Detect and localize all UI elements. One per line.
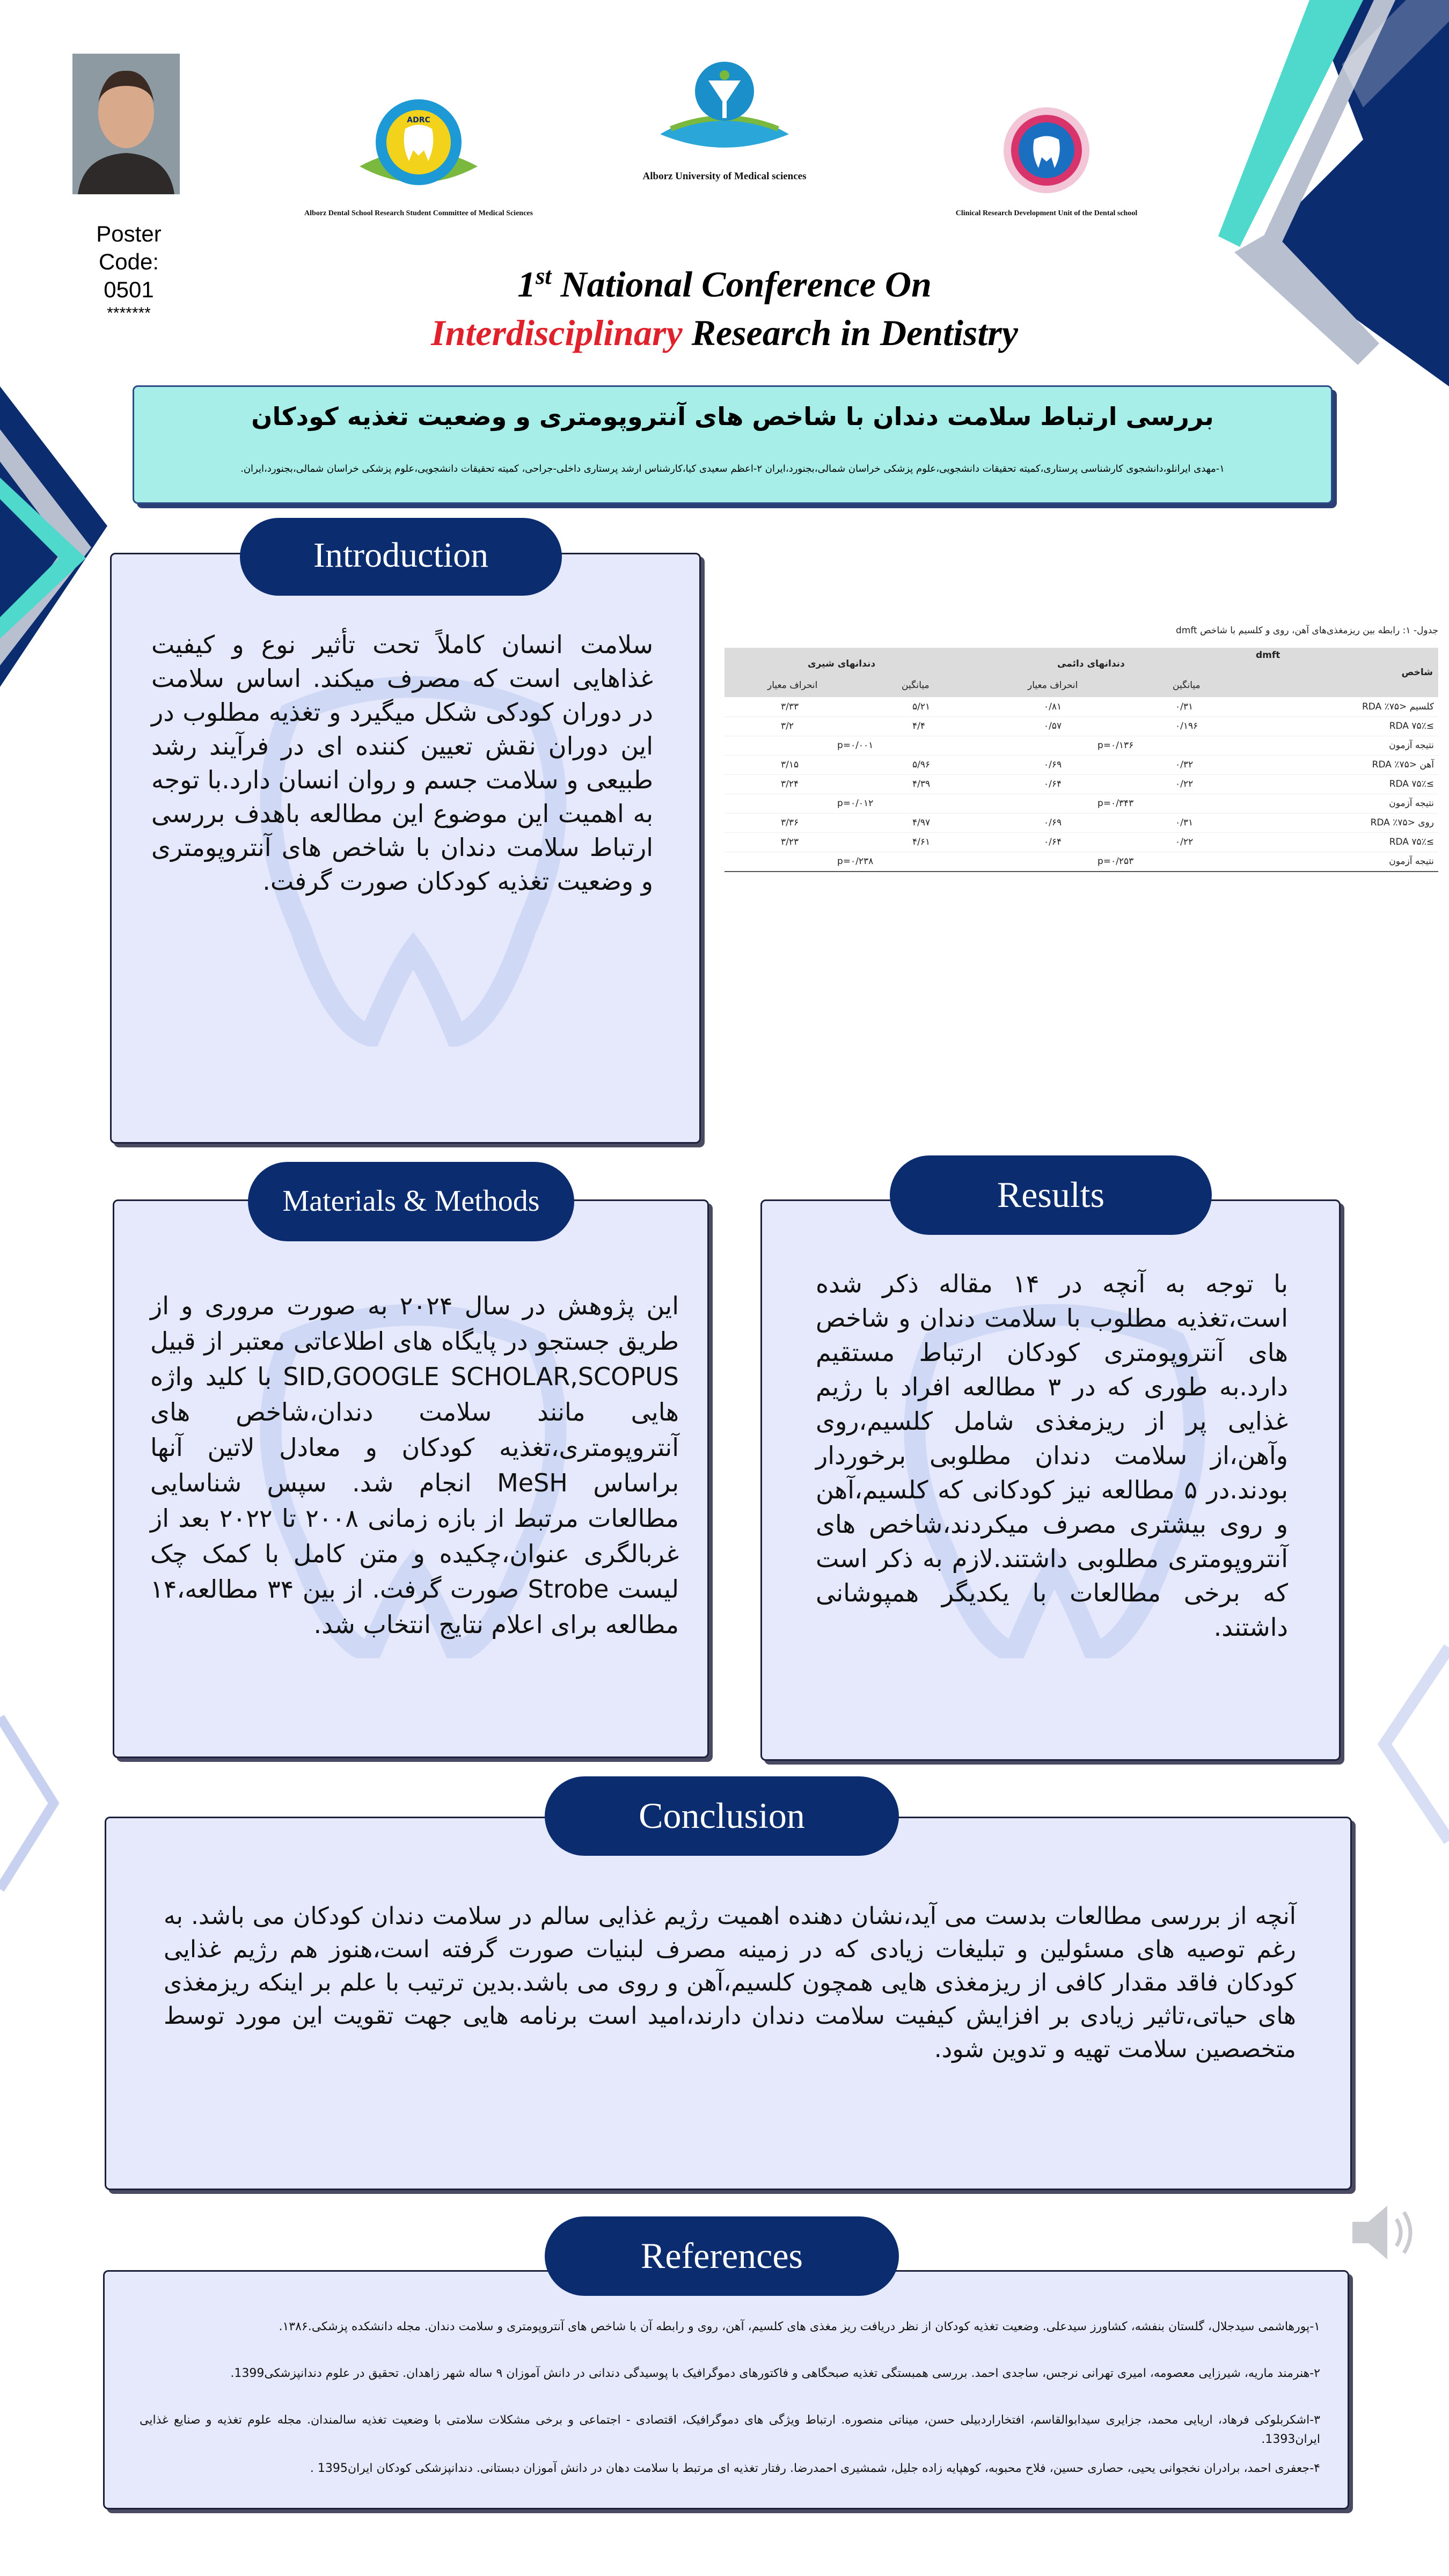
decorative-left-outline-chevron	[0, 1707, 59, 1900]
decorative-right-outline-chevron	[1374, 1642, 1449, 1846]
table-row: آهن <۷۵٪ RDA ۰/۳۲ ۰/۶۹ ۵/۹۶ ۳/۱۵	[724, 755, 1438, 775]
conclusion-text: آنچه از بررسی مطالعات بدست می آید،نشان دهنده اهمیت رژیم غذایی سالم در سلامت دندان کودکان می باشد. به رغم توصیه های مسئولین و تبلیغات زیادی که در زمینه مصرف لبنیات صورت گرفته است،هنوز هم رژیم غذایی کودکان فاقد مقدار کافی از ریزمغذی هایی همچون کلسیم،آهن و روی می باشد.بدین ترتیب با علم بر اینکه ریزمغذی های حیاتی،تاثیر زیادی بر افزایش کیفیت سلامت دندان دارند،امید است برنامه هایی جهت تقویت این مورد توسط متخصصین سلامت تهیه و تدوین شود.	[164, 1902, 1296, 2063]
introduction-text: سلامت انسان کاملاً تحت تأثیر نوع و کیفیت غذاهایی است که مصرف میکند. اساس سلامت در دوران کودکی شکل میگیرد و تغذیه مطلوب در این دوران نقش تعیین کننده ای در فرآیند رشد طبیعی و سلامت جسم و روان انسان دارد.با توجه به اهمیت این موضوع این مطالعه باهدف بررسی ارتباط سلامت دندان با شاخص های آنتروپومتری و وضعیت تغذیه کودکان صورت گرفت.	[151, 630, 653, 896]
clinical-research-unit-caption: Clinical Research Development Unit of the Dental school	[955, 209, 1138, 217]
clinical-research-unit-logo	[1001, 105, 1092, 196]
conference-title: 1st National Conference On Interdisciplinary Research in Dentistry	[431, 263, 1018, 353]
table-row: نتیجه آزمون p=۰/۲۵۳ p=۰/۲۳۸	[724, 852, 1438, 872]
table-row: ≥۷۵٪ RDA ۰/۲۲ ۰/۶۴ ۴/۶۱ ۳/۲۳	[724, 832, 1438, 852]
speaker-icon[interactable]	[1347, 2200, 1428, 2265]
introduction-heading: Introduction	[240, 518, 562, 596]
table-row: ≥۷۵٪ RDA ۰/۲۲ ۰/۶۴ ۴/۳۹ ۳/۲۴	[724, 774, 1438, 794]
results-heading: Results	[890, 1155, 1212, 1235]
reference-item: ۱-پورهاشمی سیدجلال، گلستان بنفشه، کشاورز سیدعلی. وضعیت تغذیه کودکان از نظر دریافت ریز مغذی های کلسیم، آهن، روی و رابطه آن با شاخص های آنتروپومتری و سلامت دندان. مجله دانشکده پزشکی.۱۳۸۶.	[279, 2320, 1320, 2333]
poster-code: Poster Code: 0501 *******	[96, 221, 162, 322]
table-row: نتیجه آزمون p=۰/۱۳۶ p=۰/۰۰۱	[724, 736, 1438, 756]
conclusion-heading: Conclusion	[545, 1776, 899, 1856]
methods-heading: Materials & Methods	[248, 1162, 574, 1241]
references-heading: References	[545, 2216, 899, 2296]
poster-title: بررسی ارتباط سلامت دندان با شاخص های آنتروپومتری و وضعیت تغذیه کودکان	[251, 402, 1214, 431]
reference-item: ۴-جعفری احمد، برادران نخجوانی یحیی، حصاری حسین، فلاح محبوبه، کوهپایه زاده جلیل، شمشیری احمدرضا. رفتار تغذیه ای مرتبط با سلامت دهان در دانش آموزان دبستانی. دندانپزشکی کودکان ایران1395 .	[310, 2462, 1320, 2475]
dental-research-committee-logo	[349, 91, 488, 199]
dental-research-committee-caption: Alborz Dental School Research Student Committee of Medical Sciences	[304, 209, 533, 217]
author-photo	[72, 54, 180, 194]
table-row: ≥۷۵٪ RDA ۰/۱۹۶ ۰/۵۷ ۴/۴ ۳/۲	[724, 716, 1438, 736]
alborz-university-logo	[655, 59, 794, 161]
table-row: کلسیم <۷۵٪ RDA ۰/۳۱ ۰/۸۱ ۵/۲۱ ۳/۳۳	[724, 697, 1438, 717]
poster-title-box	[133, 385, 1333, 504]
reference-item: ۲-هنرمند ماریه، شیرزایی معصومه، امیری تهرانی نرجس، ساجدی احمد. بررسی همبستگی تغذیه صبحگاهی و فاکتورهای دموگرافیک با پوسیدگی دندانی در دانش آموزان ۹ ساله شهر زاهدان. تحقیق در علوم دندانپزشکی1399.	[230, 2367, 1320, 2380]
table-row: نتیجه آزمون p=۰/۳۴۳ p=۰/۰۱۲	[724, 794, 1438, 814]
results-text: با توجه به آنچه در ۱۴ مقاله ذکر شده است،تغذیه مطلوب با سلامت دندان و شاخص های آنتروپومتری کودکان ارتباط مستقیم دارد.به طوری که در ۳ مطالعه افراد با رژیم غذایی پر از ریزمغذی شامل کلسیم،روی وآهن،از سلامت دندان مطلوبی برخوردار بودند.در ۵ مطالعه نیز کودکانی که کلسیم،آهن و روی بیشتری مصرف میکردند،شاخص های آنتروپومتری مطلوبی داشتند.لازم به ذکر است که برخی مطالعات با یکدیگر همپوشانی داشتند.	[816, 1269, 1288, 1642]
table-title: جدول- ۱: رابطه بین ریزمغذی‌های آهن، روی و کلسیم با شاخص dmft	[1175, 625, 1438, 636]
alborz-university-caption: Alborz University of Medical sciences	[642, 171, 807, 182]
methods-text: این پژوهش در سال ۲۰۲۴ به صورت مروری و از طریق جستجو در پایگاه های اطلاعاتی معتبر از قبیل SID,GOOGLE SCHOLAR,SCOPUS با کلید واژه هایی مانند سلامت دندان،شاخص های آنتروپومتری،تغذیه کودکان و معادل لاتین آنها براساس MeSH انجام شد. سپس شناسایی مطالعات مرتبط از بازه زمانی ۲۰۰۸ تا ۲۰۲۲ بعد از غربالگری عنوان،چکیده و متن کامل با کمک چک لیست Strobe صورت گرفت. از بین ۳۴ مطالعه،۱۴ مطالعه برای اعلام نتایج انتخاب شد.	[150, 1291, 679, 1639]
table-header: شاخص dmft دندانهای دائمی دندانهای شیری میانگین انحراف معیار میانگین انحراف معیار	[724, 648, 1438, 697]
svg-text:ADRC: ADRC	[407, 116, 430, 125]
author-affiliations: ۱-مهدی ایرانلو،دانشجوی کارشناسی پرستاری،کمیته تحقیقات دانشجویی،علوم پزشکی خراسان شمالی،بجنورد،ایران ۲-اعظم سعیدی کیا،کارشناس ارشد پرستاری داخلی-جراحی، کمیته تحقیقات دانشجویی،علوم پزشکی خراسان شمالی،بجنورد،ایران.	[240, 463, 1225, 474]
reference-item: ۳-اشکربلوکی فرهاد، اریایی محمد، جزایری سیدابوالقاسم، افتخاراردبیلی حسن، میناتی منصوره. ارتباط ویژگی های دموگرافیک، اقتصادی - اجتماعی و برخی مشکلات سلامتی با وضعیت تغذیه سالمندان. مجله علوم تغذیه و صنایع غذایی ایران1393.	[140, 2413, 1320, 2446]
decorative-left-chevrons	[0, 386, 107, 730]
decorative-corner-top-right	[1202, 0, 1449, 386]
table-row: روی <۷۵٪ RDA ۰/۳۱ ۰/۶۹ ۴/۹۷ ۳/۳۶	[724, 813, 1438, 833]
